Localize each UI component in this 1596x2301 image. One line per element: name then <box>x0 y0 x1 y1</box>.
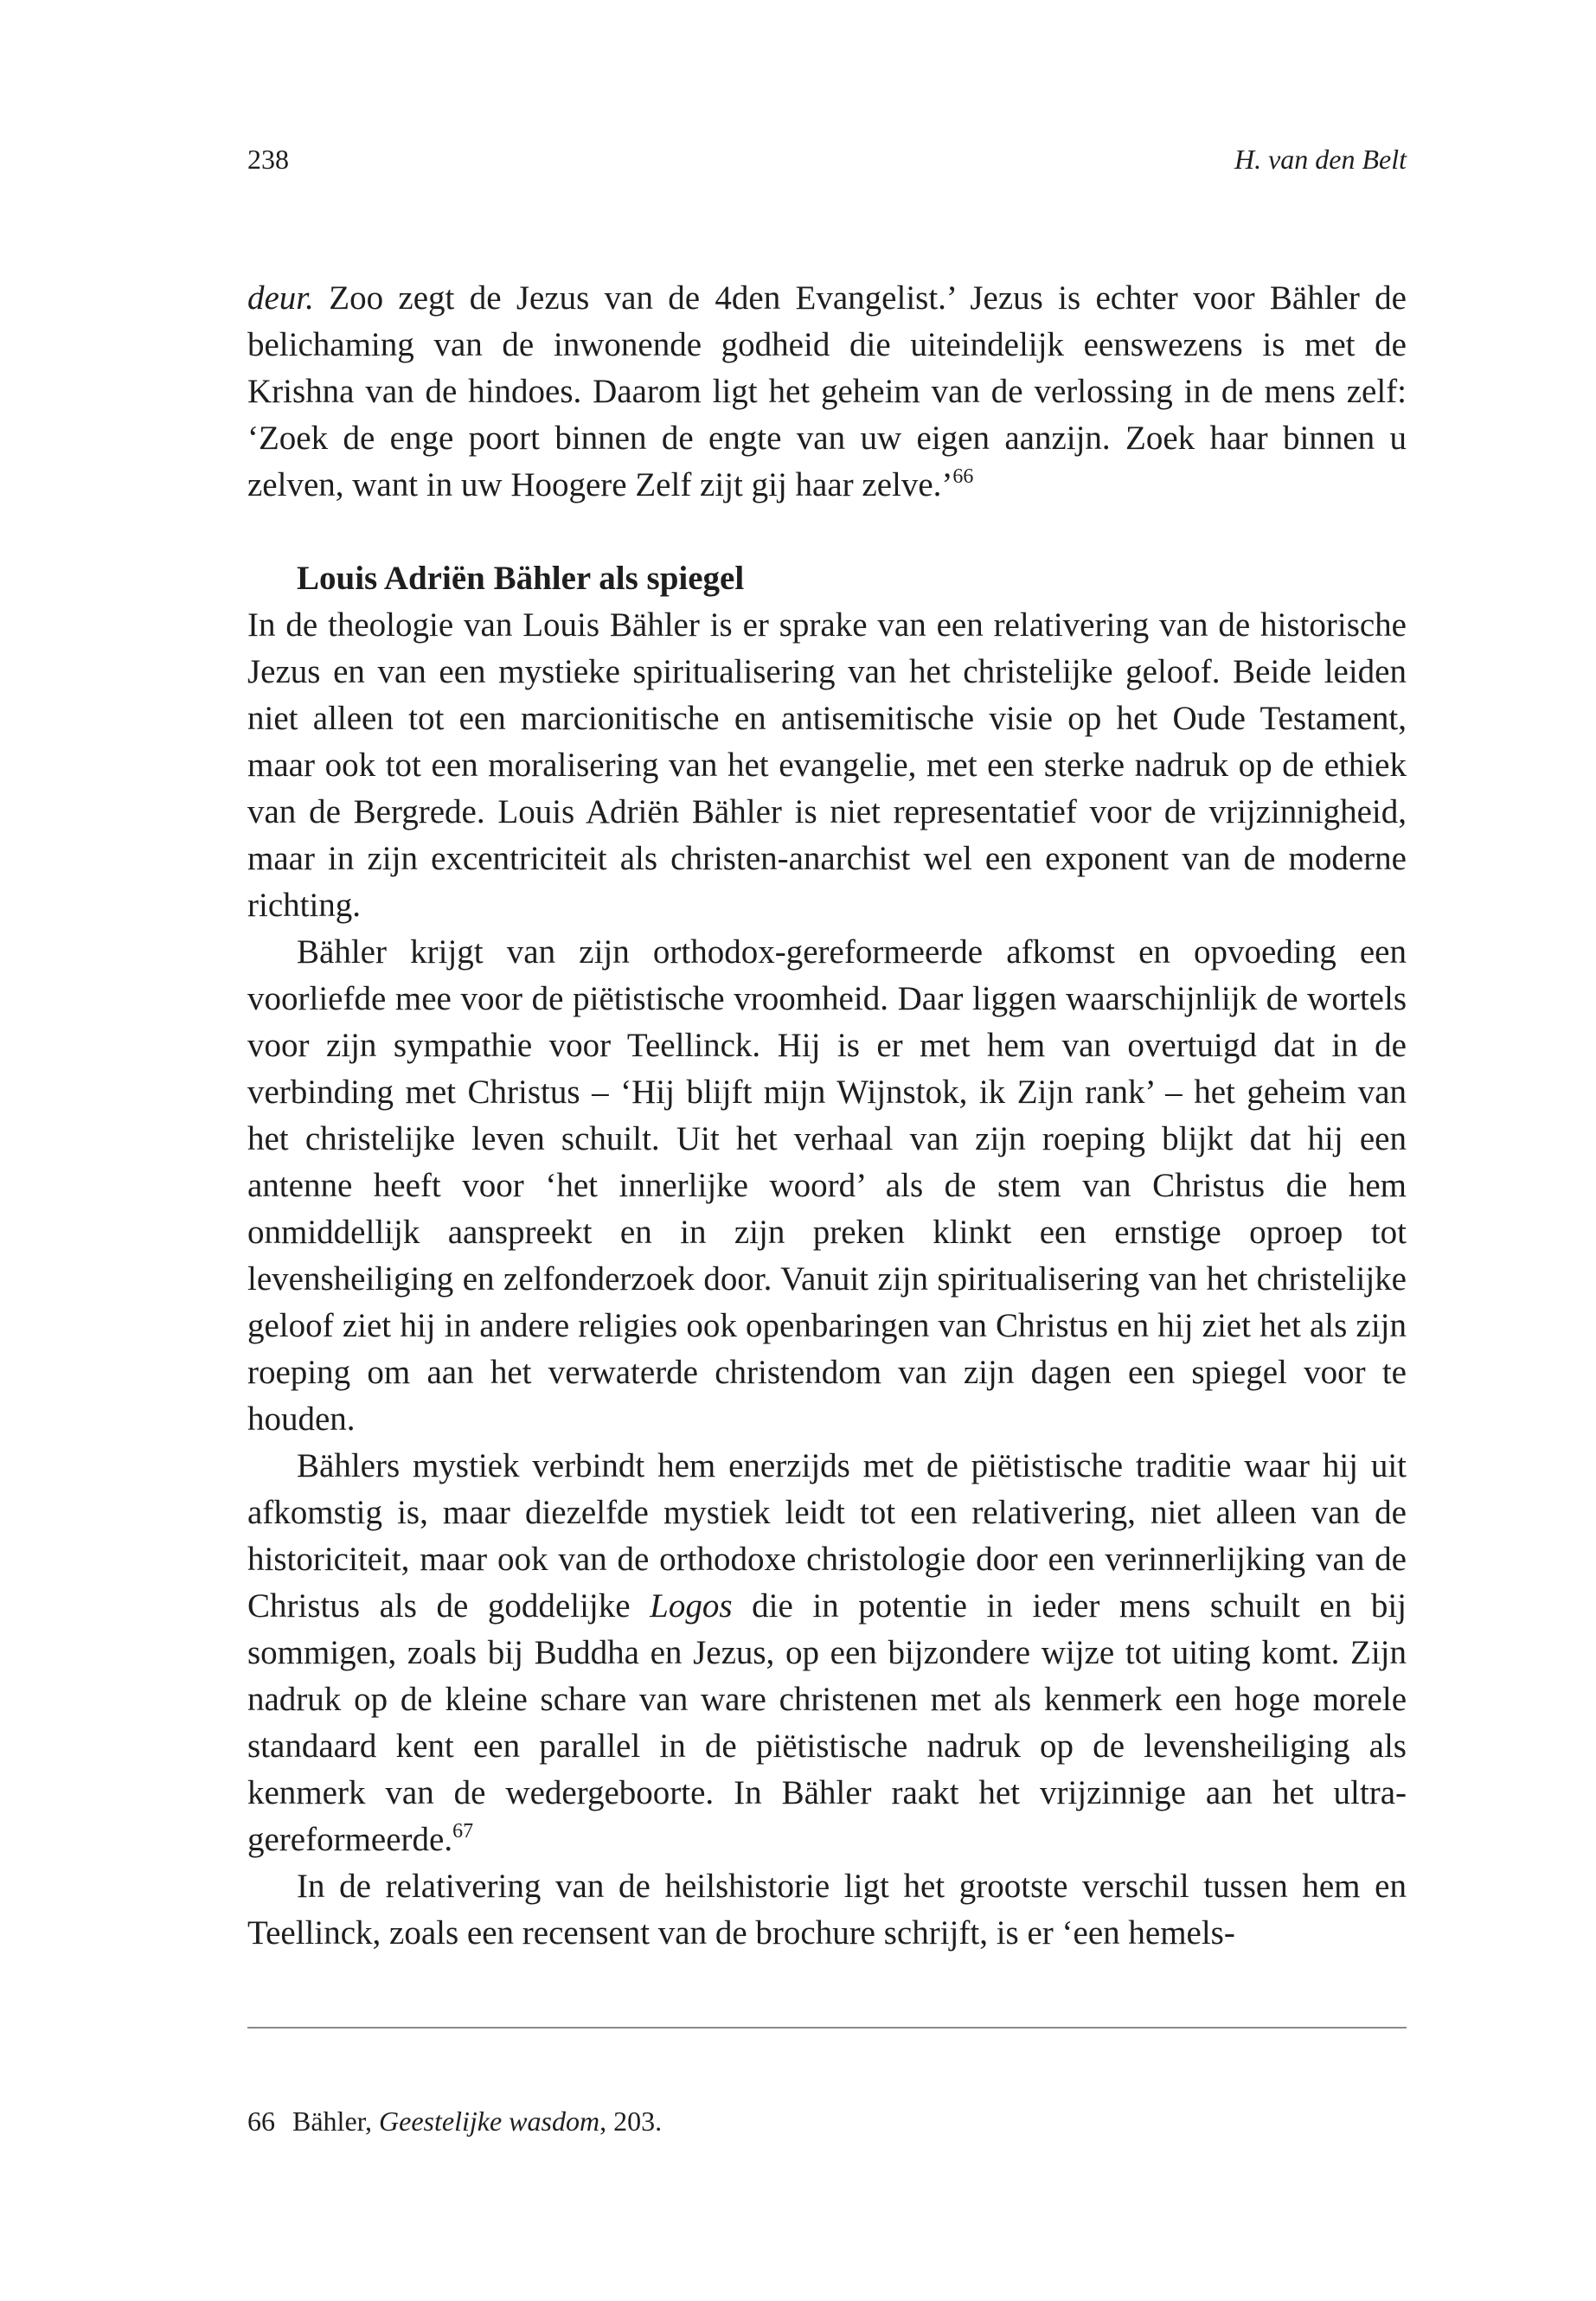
footnote-title: Geestelijke wasdom <box>379 2106 600 2137</box>
footnote-number: 66 <box>247 2106 275 2137</box>
running-head-author: H. van den Belt <box>1234 144 1407 175</box>
paragraph-3-text-after: die in potentie in ieder mens schuilt en bij sommigen, zoals bij Buddha en Jezus, op een bijzondere wijze tot uiting komt. Zijn nadruk op de kleine schare van ware christenen met als kenmerk een hoge morele standaard kent een parallel in de piëtistische nadruk op de levensheiliging als kenmerk van de wedergeboorte. In Bähler raakt het vrijzinnige aan het ultra-gereformeerde. <box>247 1587 1407 1858</box>
footnote-66 <box>247 2102 1407 2140</box>
footnote-ref-67[interactable]: 67 <box>452 1820 474 1843</box>
page-number: 238 <box>247 144 289 175</box>
paragraph-3-text-before: Bählers mystiek verbindt hem enerzijds met de piëtistische traditie waar hij uit afkomstig is, maar diezelfde mystiek leidt tot een relativering, niet alleen van de historiciteit, maar ook van de orthodoxe christologie door een verinnerlijking van de Christus als de goddelijke <box>247 1447 1407 1625</box>
paragraph-1: In de theologie van Louis Bähler is er sprake van een relativering van de historische Jezus en van een mystieke spiritualisering van het christelijke geloof. Beide leiden niet alleen tot een marcionitische en antisemitische visie op het Oude Testament, maar ook tot een moralisering van het evangelie, met een sterke nadruk op de ethiek van de Bergrede. Louis Adriën Bähler is niet representatief voor de vrijzinnigheid, maar in zijn excentriciteit als christen-anarchist wel een exponent van de moderne richting. <box>247 606 1407 924</box>
footnote-divider <box>247 2027 1407 2029</box>
footnote-text-before: Bähler, <box>292 2106 380 2137</box>
continuation-paragraph <box>247 275 1407 509</box>
body-text <box>247 275 1407 1957</box>
section-heading: Louis Adriën Bähler als spiegel <box>297 560 745 597</box>
footnote-ref-66[interactable]: 66 <box>952 465 974 488</box>
footnote-text-after: , 203. <box>599 2106 663 2137</box>
footnotes <box>247 2102 1407 2140</box>
paragraph-2: Bähler krijgt van zijn orthodox-gereformeerde afkomst en opvoeding een voorliefde mee voor de piëtistische vroomheid. Daar liggen waarschijnlijk de wortels voor zijn sympathie voor Teellinck. Hij is er met hem van overtuigd dat in de verbinding met Christus – ‘Hij blijft mijn Wijnstok, ik Zijn rank’ – het geheim van het christelijke leven schuilt. Uit het verhaal van zijn roeping blijkt dat hij een antenne heeft voor ‘het innerlijke woord’ als de stem van Christus die hem onmiddellijk aanspreekt en in zijn preken klinkt een ernstige oproep tot levensheiliging en zelfonderzoek door. Vanuit zijn spiritualisering van het christelijke geloof ziet hij in andere religies ook openbaringen van Christus en hij ziet het als zijn roeping om aan het verwaterde christendom van zijn dagen een spiegel voor te houden. <box>247 933 1407 1438</box>
italic-word: deur. <box>247 279 314 317</box>
paragraph-4: In de relativering van de heilshistorie ligt het grootste verschil tussen hem en Teellinck, zoals een recensent van de brochure schrijft, is er ‘een hemels- <box>247 1868 1407 1952</box>
paragraph-3 <box>247 1443 1407 1863</box>
continuation-text: Zoo zegt de Jezus van de 4den Evangelist.’ Jezus is echter voor Bähler de belichaming van de inwonende godheid die uiteindelijk eenswezens is met de Krishna van de hindoes. Daarom ligt het geheim van de verlossing in de mens zelf: ‘Zoek de enge poort binnen de engte van uw eigen aanzijn. Zoek haar binnen u zelven, want in uw Hoogere Zelf zijt gij haar zelve.’ <box>247 279 1407 503</box>
logos-term: Logos <box>650 1587 733 1625</box>
running-head <box>247 140 1407 178</box>
